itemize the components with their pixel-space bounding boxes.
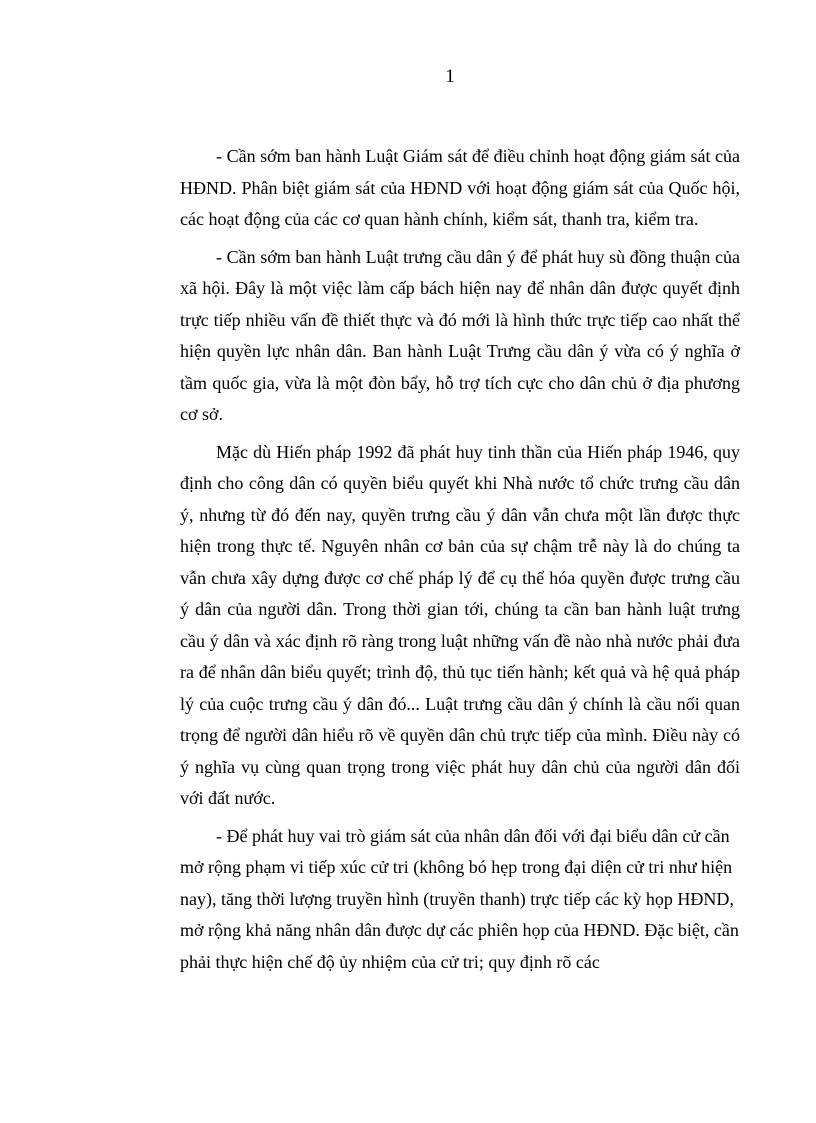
paragraph-hien-phap: Mặc dù Hiến pháp 1992 đã phát huy tinh thần của Hiến pháp 1946, quy định cho công dân có quyền biểu quyết khi Nhà nước tổ chức trưng cầu dân ý, nhưng từ đó đến nay, quyền trưng cầu ý dân vẫn chưa một lần được thực hiện trong thực tế. Nguyên nhân cơ bản của sự chậm trễ này là do chúng ta vẫn chưa xây dựng được cơ chế pháp lý để cụ thể hóa quyền được trưng cầu ý dân của người dân. Trong thời gian tới, chúng ta cần ban hành luật trưng cầu ý dân và xác định rõ ràng trong luật những vấn đề nào nhà nước phải đưa ra để nhân dân biểu quyết; trình độ, thủ tục tiến hành; kết quả và hệ quả pháp lý của cuộc trưng cầu ý dân đó... Luật trưng cầu dân ý chính là cầu nối quan trọng để người dân hiểu rõ về quyền dân chủ trực tiếp của mình. Điều này có ý nghĩa vụ cùng quan trọng trong việc phát huy dân chủ của người dân đối với đất nước. bbox=[180, 441, 740, 808]
page-number: 1 bbox=[445, 66, 455, 87]
paragraph-vai-tro-giam-sat: - Để phát huy vai trò giám sát của nhân dân đối với đại biểu dân cử cần mở rộng phạm vi tiếp xúc cử tri (không bó hẹp trong đại diện cử tri như hiện nay), tăng thời lượng truyền hình (truyền thanh) trực tiếp các kỳ họp HĐND, mở rộng khả năng nhân dân được dự các phiên họp của HĐND. Đặc biệt, cần phải thực hiện chế độ ủy nhiệm của cử tri; quy định rõ các bbox=[180, 825, 739, 972]
document-body bbox=[180, 141, 740, 984]
paragraph-giam-sat: - Cần sớm ban hành Luật Giám sát để điều chỉnh hoạt động giám sát của HĐND. Phân biệt giám sát của HĐND với hoạt động giám sát của Quốc hội, các hoạt động của các cơ quan hành chính, kiểm sát, thanh tra, kiểm tra. bbox=[180, 146, 740, 229]
paragraph-trung-cau-dan-y: - Cần sớm ban hành Luật trưng cầu dân ý để phát huy sù đồng thuận của xã hội. Đây là một việc làm cấp bách hiện nay để nhân dân được quyết định trực tiếp nhiều vấn đề thiết thực và đó mới là hình thức trực tiếp cao nhất thể hiện quyền lực nhân dân. Ban hành Luật Trưng cầu dân ý vừa có ý nghĩa ở tầm quốc gia, vừa là một đòn bẩy, hỗ trợ tích cực cho dân chủ ở địa phương cơ sở. bbox=[180, 246, 740, 424]
